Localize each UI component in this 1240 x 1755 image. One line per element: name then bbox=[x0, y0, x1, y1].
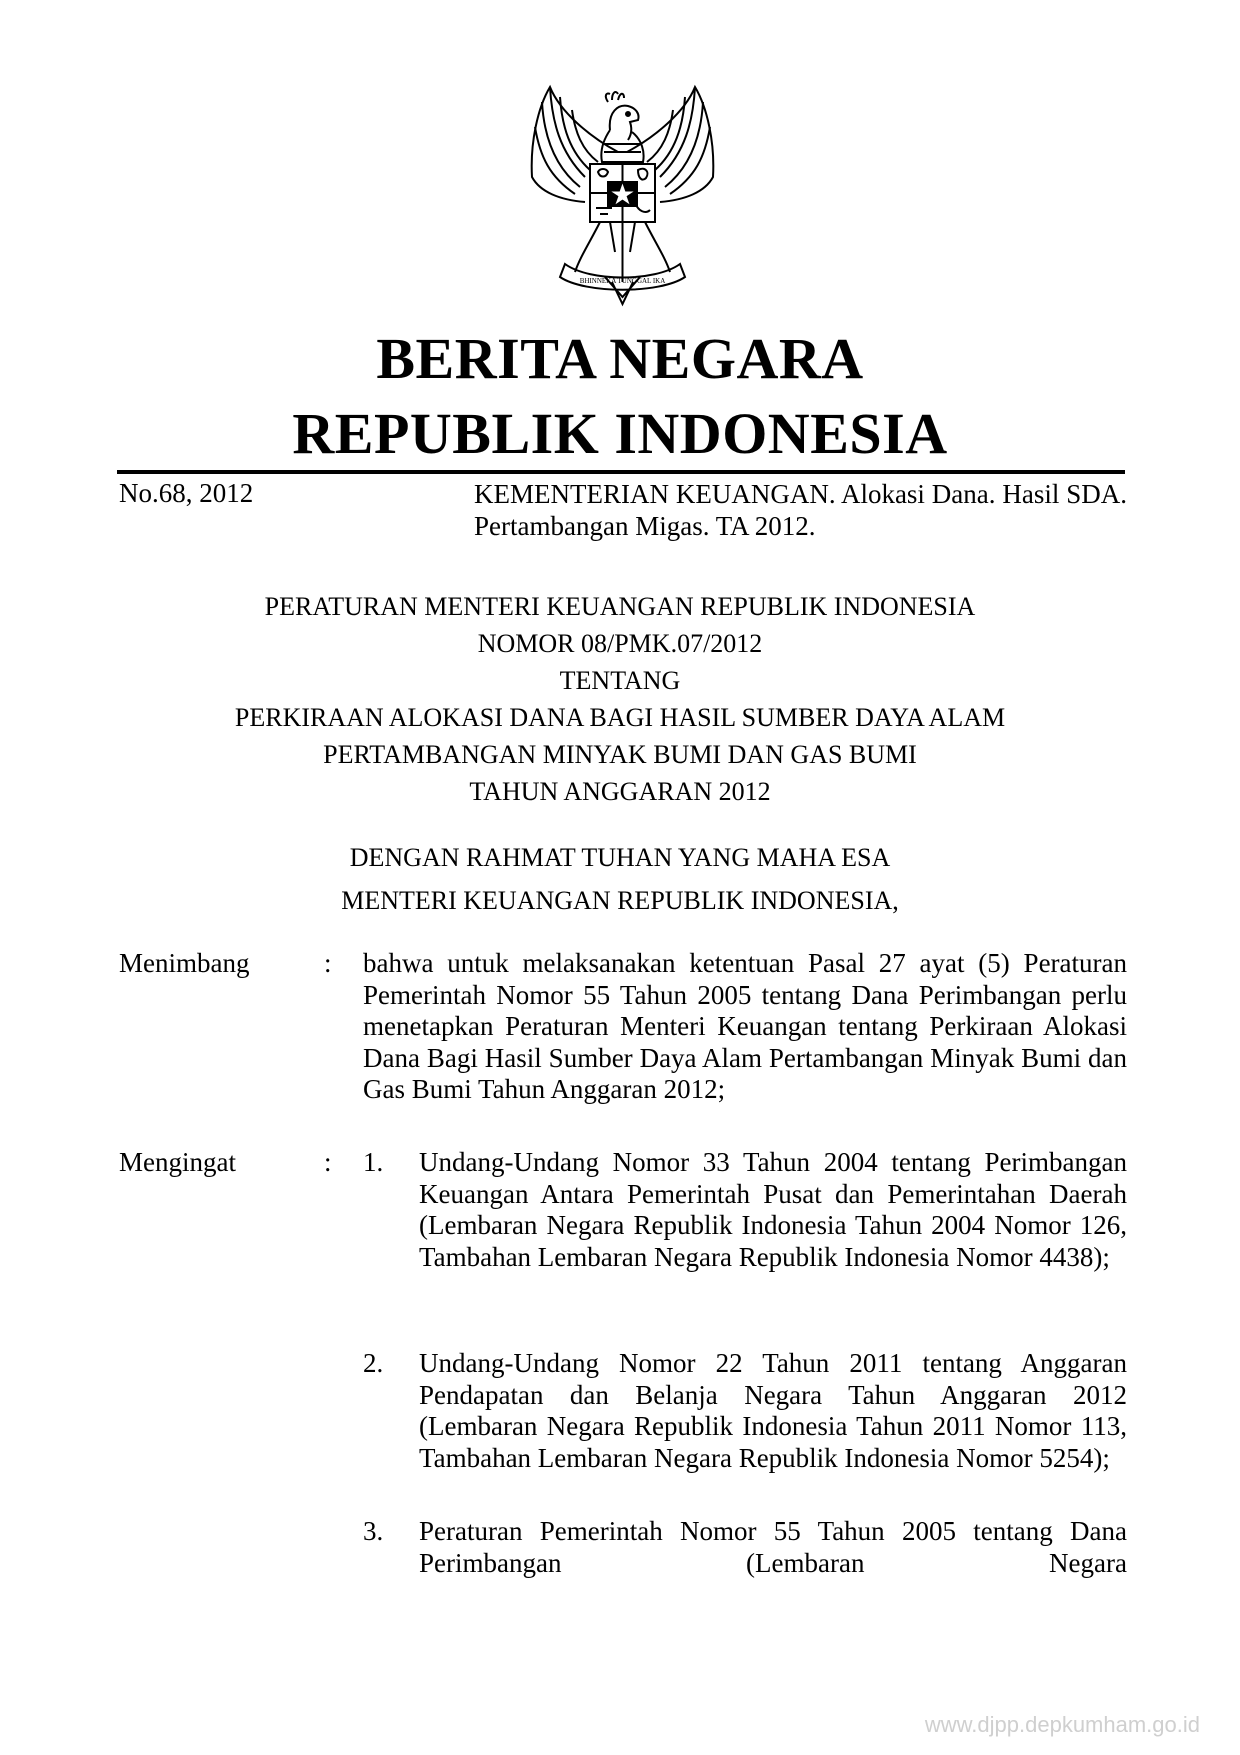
menimbang-label: Menimbang bbox=[119, 948, 250, 978]
mengingat-colon: : bbox=[324, 1147, 332, 1177]
invocation bbox=[0, 836, 1240, 922]
masthead-divider bbox=[117, 470, 1125, 474]
motto-ribbon-text: BHINNEKA TUNGGAL IKA bbox=[579, 277, 666, 285]
list-item-number: 1. bbox=[363, 1147, 384, 1177]
regulation-number: NOMOR 08/PMK.07/2012 bbox=[477, 629, 763, 658]
invocation-line: DENGAN RAHMAT TUHAN YANG MAHA ESA bbox=[349, 843, 891, 872]
list-item-text: Peraturan Pemerintah Nomor 55 Tahun 2005 tentang Dana Perimbangan (Lembaran Negara bbox=[419, 1516, 1127, 1578]
list-item-text: Undang-Undang Nomor 33 Tahun 2004 tentang Perimbangan Keuangan Antara Pemerintah Pusat dan Pemerintahan Daerah (Lembaran Negara Republik Indonesia Tahun 2004 Nomor 126, Tambahan Lembaran Negara Republik Indonesia Nomor 4438); bbox=[419, 1147, 1127, 1272]
list-item-text: Undang-Undang Nomor 22 Tahun 2011 tentang Anggaran Pendapatan dan Belanja Negara Tahun Anggaran 2012 (Lembaran Negara Republik Indonesia Tahun 2011 Nomor 113, Tambahan Lembaran Negara Republik Indonesia Nomor 5254); bbox=[419, 1348, 1127, 1473]
regulation-subject-line: TAHUN ANGGARAN 2012 bbox=[469, 777, 771, 806]
garuda-pancasila-emblem-icon bbox=[520, 82, 725, 307]
menimbang-text: bahwa untuk melaksanakan ketentuan Pasal 27 ayat (5) Peraturan Pemerintah Nomor 55 Tahun 2005 tentang Dana Perimbangan perlu menetapkan Peraturan Menteri Keuangan tentang Perkiraan Alokasi Dana Bagi Hasil Sumber Daya Alam Pertambangan Minyak Bumi dan Gas Bumi Tahun Anggaran 2012; bbox=[363, 948, 1127, 1104]
list-item-number: 2. bbox=[363, 1348, 384, 1378]
watermark-url: www.djpp.depkumham.go.id bbox=[924, 1712, 1200, 1737]
issue-number: No.68, 2012 bbox=[119, 478, 254, 508]
menimbang-colon: : bbox=[324, 948, 332, 978]
masthead-title-line1: BERITA NEGARA bbox=[376, 326, 864, 391]
issue-subject: KEMENTERIAN KEUANGAN. Alokasi Dana. Hasil SDA. Pertambangan Migas. TA 2012. bbox=[474, 479, 1127, 541]
regulation-subject-line: PERTAMBANGAN MINYAK BUMI DAN GAS BUMI bbox=[323, 740, 917, 769]
invocation-line: MENTERI KEUANGAN REPUBLIK INDONESIA, bbox=[341, 886, 899, 915]
regulation-subject-line: PERKIRAAN ALOKASI DANA BAGI HASIL SUMBER DAYA ALAM bbox=[234, 703, 1006, 732]
mengingat-label: Mengingat bbox=[119, 1147, 236, 1177]
regulation-title-line: TENTANG bbox=[559, 666, 681, 695]
regulation-title-line: PERATURAN MENTERI KEUANGAN REPUBLIK INDONESIA bbox=[264, 592, 976, 621]
masthead-title-line2: REPUBLIK INDONESIA bbox=[292, 401, 948, 466]
regulation-title bbox=[0, 588, 1240, 810]
list-item-number: 3. bbox=[363, 1516, 384, 1546]
